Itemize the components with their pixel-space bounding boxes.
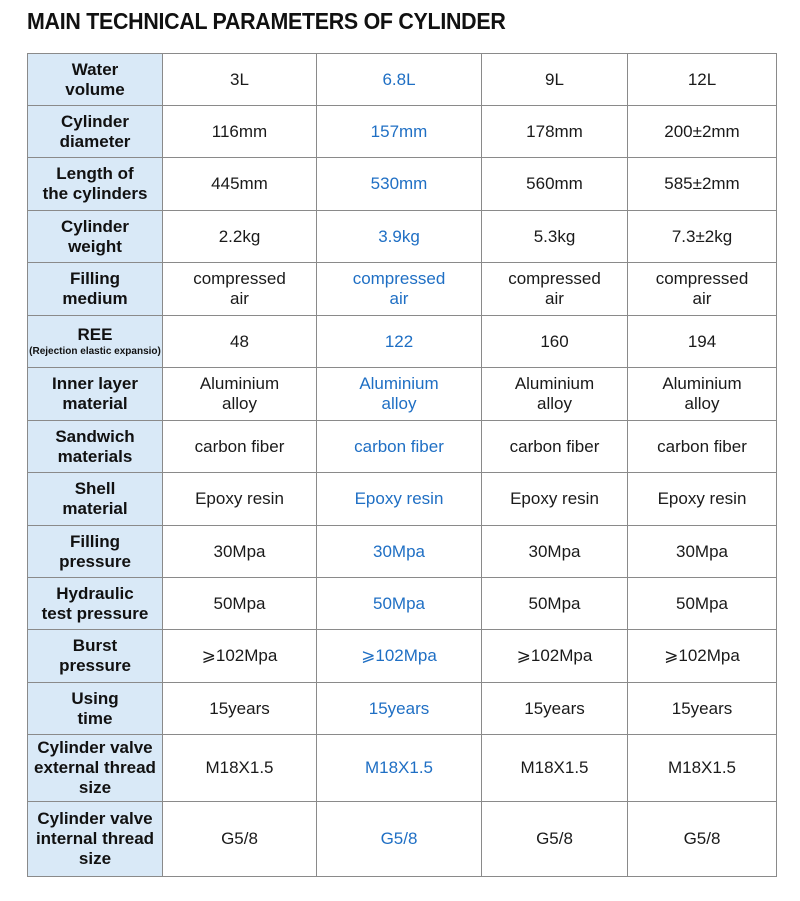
row-header — [28, 578, 163, 630]
cell-text: air — [692, 289, 712, 308]
table-row — [28, 735, 777, 802]
table-cell — [317, 54, 482, 106]
row-header-line: Sandwich — [55, 426, 135, 446]
table-cell — [482, 802, 628, 877]
row-header — [28, 421, 163, 473]
table-cell — [163, 735, 317, 802]
cell-text: 15years — [368, 698, 430, 718]
cell-text: carbon fiber — [354, 436, 444, 456]
cell-text: 30Mpa — [373, 541, 425, 561]
row-header — [28, 368, 163, 421]
table-cell — [163, 683, 317, 735]
table-row — [28, 211, 777, 263]
cell-text: 50Mpa — [213, 593, 266, 613]
cell-text: M18X1.5 — [667, 758, 737, 777]
cell-text: ⩾102Mpa — [361, 646, 437, 665]
row-header-line: Filling — [69, 531, 121, 551]
row-header — [28, 526, 163, 578]
cell-text: 50Mpa — [528, 593, 581, 613]
cell-text: Epoxy resin — [195, 489, 284, 508]
table-cell — [628, 683, 777, 735]
table-cell — [482, 54, 628, 106]
cell-text: ⩾102Mpa — [664, 646, 740, 665]
row-header-line: Cylinder valve — [37, 738, 153, 757]
row-header — [28, 211, 163, 263]
row-header-line: pressure — [59, 656, 131, 675]
cell-text: air — [230, 289, 249, 308]
cell-text: 194 — [687, 331, 717, 351]
cell-text: alloy — [222, 394, 257, 413]
cell-text: M18X1.5 — [520, 758, 589, 777]
row-header-line: Using — [71, 688, 119, 708]
row-header — [28, 802, 163, 877]
row-header-line: volume — [65, 79, 125, 99]
table-row — [28, 106, 777, 158]
table-cell — [628, 368, 777, 421]
cell-text: 12L — [687, 69, 717, 89]
cell-text: compressed — [655, 269, 749, 288]
table-cell — [317, 735, 482, 802]
row-header-line: materials — [57, 446, 133, 466]
table-row — [28, 263, 777, 316]
table-cell — [163, 802, 317, 877]
cell-text: 30Mpa — [676, 541, 728, 561]
table-row — [28, 630, 777, 683]
table-cell — [317, 473, 482, 526]
table-cell — [317, 263, 482, 316]
cell-text: 7.3±2kg — [671, 226, 733, 246]
row-header — [28, 473, 163, 526]
row-header-line: internal thread — [35, 829, 155, 848]
table-cell — [628, 54, 777, 106]
table-row — [28, 158, 777, 211]
table-cell — [482, 526, 628, 578]
row-header-line: Hydraulic — [56, 583, 134, 603]
table-cell — [163, 526, 317, 578]
table-cell — [163, 473, 317, 526]
row-header-line: material — [62, 499, 128, 518]
table-row — [28, 421, 777, 473]
row-header-sublabel: (Rejection elastic expansio) — [29, 346, 161, 357]
table-cell — [482, 368, 628, 421]
row-header-line: weight — [68, 236, 122, 256]
table-cell — [163, 263, 317, 316]
table-cell — [628, 735, 777, 802]
row-header-line: size — [78, 778, 112, 797]
table-cell — [482, 630, 628, 683]
table-cell — [163, 316, 317, 368]
cell-text: alloy — [381, 394, 417, 413]
cell-text: alloy — [684, 394, 720, 413]
table-cell — [163, 630, 317, 683]
cell-text: Epoxy resin — [657, 489, 747, 508]
row-header-line: the cylinders — [42, 184, 148, 203]
row-header-line: Cylinder — [60, 111, 130, 131]
cell-text: compressed — [508, 269, 601, 288]
table-cell — [482, 211, 628, 263]
row-header-line: Cylinder — [60, 216, 130, 236]
row-header — [28, 106, 163, 158]
row-header-line: Filling — [69, 269, 121, 288]
cell-text: compressed — [193, 269, 286, 288]
table-cell — [482, 578, 628, 630]
table-cell — [628, 263, 777, 316]
table-cell — [163, 54, 317, 106]
cell-text: G5/8 — [683, 829, 721, 848]
cell-text: 15years — [671, 698, 733, 718]
cell-text: 30Mpa — [213, 541, 266, 561]
row-header — [28, 158, 163, 211]
table-cell — [628, 421, 777, 473]
cell-text: carbon fiber — [194, 436, 285, 456]
row-header-line: time — [77, 708, 113, 728]
table-cell — [163, 421, 317, 473]
cell-text: 50Mpa — [676, 593, 728, 613]
cell-text: Epoxy resin — [510, 489, 599, 508]
cell-text: 122 — [384, 331, 414, 351]
cell-text: compressed — [352, 269, 446, 288]
cell-text: G5/8 — [380, 829, 418, 848]
row-header — [28, 735, 163, 802]
table-row — [28, 802, 777, 877]
row-header-line: material — [62, 394, 128, 413]
table-row — [28, 54, 777, 106]
cell-text: 5.3kg — [533, 226, 576, 246]
row-header-line: diameter — [59, 131, 131, 151]
row-header — [28, 683, 163, 735]
table-cell — [317, 368, 482, 421]
cell-text: 3.9kg — [378, 226, 420, 246]
table-cell — [163, 211, 317, 263]
table-cell — [628, 526, 777, 578]
cell-text: 200±2mm — [664, 121, 740, 141]
row-header-line: Water — [71, 59, 119, 79]
table-row — [28, 683, 777, 735]
row-header — [28, 630, 163, 683]
table-cell — [317, 211, 482, 263]
row-header-line: test pressure — [41, 603, 149, 623]
cell-text: 15years — [524, 698, 585, 718]
table-cell — [628, 630, 777, 683]
cell-text: Aluminium — [662, 374, 742, 393]
cell-text: 48 — [230, 331, 249, 351]
cell-text: air — [389, 289, 409, 308]
table-cell — [317, 421, 482, 473]
table-row — [28, 578, 777, 630]
row-header-line: pressure — [59, 551, 131, 571]
cell-text: G5/8 — [221, 829, 258, 848]
cell-text: carbon fiber — [509, 436, 600, 456]
table-cell — [482, 106, 628, 158]
cell-text: 585±2mm — [664, 174, 740, 193]
table-row — [28, 316, 777, 368]
table-cell — [317, 578, 482, 630]
cell-text: carbon fiber — [657, 436, 747, 456]
table-cell — [482, 735, 628, 802]
cell-text: 178mm — [526, 121, 583, 141]
cell-text: Aluminium — [199, 374, 280, 393]
cell-text: ⩾102Mpa — [201, 646, 278, 665]
table-cell — [163, 368, 317, 421]
page-title: MAIN TECHNICAL PARAMETERS OF CYLINDER — [27, 8, 506, 34]
cell-text: 15years — [209, 698, 270, 718]
table-cell — [628, 158, 777, 211]
table-cell — [317, 316, 482, 368]
cell-text: air — [545, 289, 564, 308]
row-header — [28, 263, 163, 316]
row-header — [28, 316, 163, 368]
table-cell — [628, 316, 777, 368]
row-header — [28, 54, 163, 106]
table-cell — [317, 158, 482, 211]
row-header-line: Inner layer — [52, 374, 138, 393]
cell-text: Aluminium — [359, 374, 439, 393]
table-cell — [317, 526, 482, 578]
table-row — [28, 526, 777, 578]
row-header-line: Burst — [72, 636, 118, 655]
row-header-line: Shell — [74, 479, 116, 498]
table-cell — [482, 263, 628, 316]
table-cell — [482, 316, 628, 368]
row-header-line: Cylinder valve — [37, 809, 153, 828]
table-cell — [628, 106, 777, 158]
cell-text: 9L — [545, 69, 564, 89]
row-header-line: size — [78, 849, 112, 868]
table-cell — [482, 473, 628, 526]
cell-text: ⩾102Mpa — [516, 646, 593, 665]
row-header-line: external thread — [34, 758, 156, 777]
row-header-line: REE — [77, 325, 113, 344]
cell-text: 50Mpa — [373, 593, 425, 613]
cell-text: 2.2kg — [218, 226, 261, 246]
cell-text: M18X1.5 — [205, 758, 274, 777]
row-header-line: Length of — [56, 164, 134, 183]
cell-text: 116mm — [211, 121, 268, 141]
table-cell — [628, 802, 777, 877]
row-header-line: medium — [62, 289, 128, 308]
table-cell — [482, 683, 628, 735]
table-cell — [317, 683, 482, 735]
table-cell — [628, 578, 777, 630]
cell-text: alloy — [537, 394, 572, 413]
table-cell — [628, 211, 777, 263]
table-cell — [163, 578, 317, 630]
table-cell — [163, 158, 317, 211]
cell-text: 3L — [230, 69, 249, 89]
table-cell — [163, 106, 317, 158]
table-row — [28, 368, 777, 421]
cell-text: 30Mpa — [528, 541, 581, 561]
parameters-table — [27, 53, 777, 877]
cell-text: Epoxy resin — [354, 489, 444, 508]
table-row — [28, 473, 777, 526]
cell-text: 6.8L — [382, 69, 416, 89]
cell-text: 530mm — [370, 174, 428, 193]
cell-text: 560mm — [526, 174, 583, 193]
table-cell — [482, 421, 628, 473]
table-cell — [317, 106, 482, 158]
table-cell — [317, 630, 482, 683]
cell-text: G5/8 — [536, 829, 573, 848]
table-cell — [482, 158, 628, 211]
cell-text: M18X1.5 — [364, 758, 434, 777]
table-cell — [317, 802, 482, 877]
cell-text: 160 — [540, 331, 569, 351]
table-cell — [628, 473, 777, 526]
cell-text: Aluminium — [514, 374, 595, 393]
cell-text: 157mm — [370, 121, 428, 141]
cell-text: 445mm — [211, 174, 268, 193]
